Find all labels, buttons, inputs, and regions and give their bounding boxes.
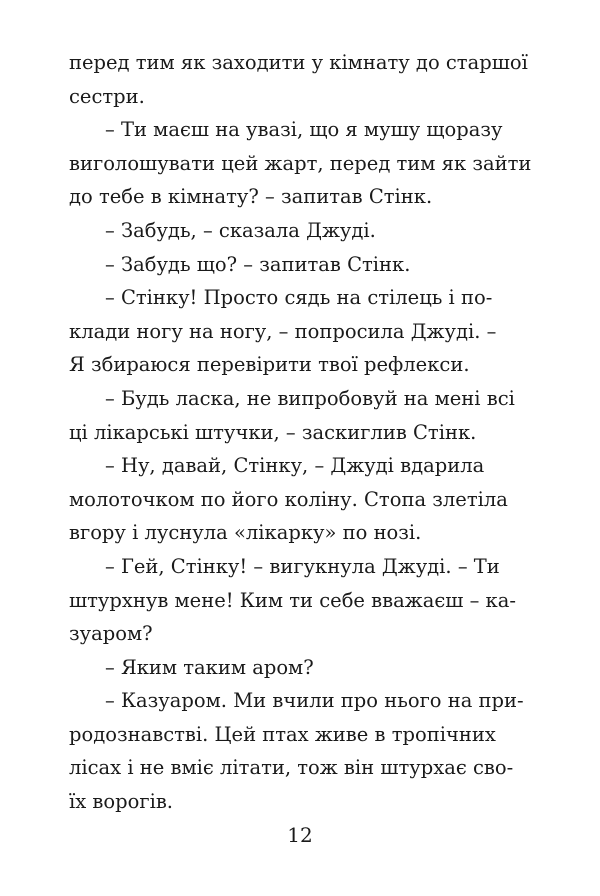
text-line: – Ти маєш на увазі, що я мушу щоразу bbox=[105, 118, 503, 142]
text-line: Я збираюся перевірити твої рефлекси. bbox=[69, 353, 470, 377]
text-line: їх ворогів. bbox=[69, 790, 174, 814]
text-line: перед тим як заходити у кімнату до старшої bbox=[69, 51, 528, 74]
body-text bbox=[69, 46, 549, 819]
text-line: виголошувати цей жарт, перед тим як зайти bbox=[69, 151, 532, 175]
text-line: клади ногу на ногу, – попросила Джуді. – bbox=[69, 319, 497, 343]
text-line: – Гей, Стінку! – вигукнула Джуді. – Ти bbox=[105, 554, 500, 578]
text-line: родознавстві. Цей птах живе в тропічних bbox=[69, 722, 496, 746]
text-line: – Стінку! Просто сядь на стілець і по- bbox=[105, 286, 493, 310]
page-number: 12 bbox=[287, 823, 313, 847]
text-line: – Забудь що? – запитав Стінк. bbox=[105, 252, 411, 276]
text-line: зуаром? bbox=[69, 622, 153, 646]
text-line: штурхнув мене! Ким ти себе вважаєш – ка- bbox=[69, 588, 516, 612]
text-line: – Казуаром. Ми вчили про нього на при- bbox=[105, 689, 524, 713]
text-line: ці лікарські штучки, – заскиглив Стінк. bbox=[69, 420, 477, 444]
text-line: вгору і луснула «лікарку» по нозі. bbox=[69, 521, 422, 545]
text-line: лісах і не вміє літати, тож він штурхає сво- bbox=[69, 756, 514, 780]
text-line: сестри. bbox=[69, 84, 145, 108]
text-line: молоточком по його коліну. Стопа злетіла bbox=[69, 487, 508, 511]
text-line: – Яким таким аром? bbox=[105, 655, 314, 679]
text-line: – Будь ласка, не випробовуй на мені всі bbox=[105, 386, 515, 410]
text-line: – Ну, давай, Стінку, – Джуді вдарила bbox=[105, 454, 485, 478]
text-line: до тебе в кімнату? – запитав Стінк. bbox=[69, 185, 433, 209]
text-line: – Забудь, – сказала Джуді. bbox=[105, 218, 376, 242]
